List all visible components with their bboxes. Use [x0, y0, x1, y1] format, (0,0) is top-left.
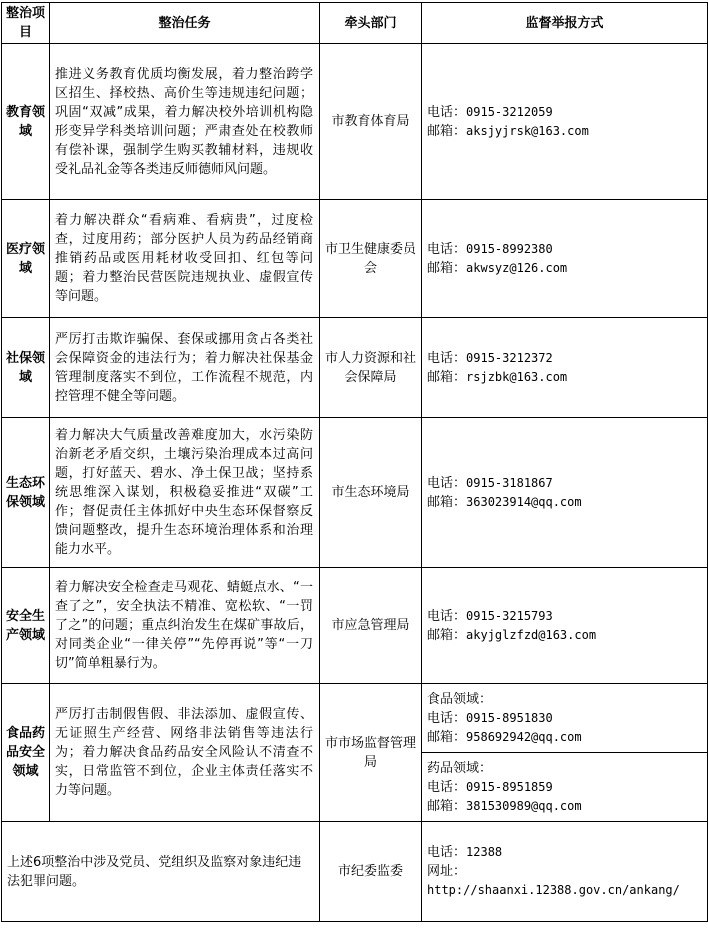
row-contact: 电话：0915-8992380 邮箱：akwsyz@126.com — [422, 200, 708, 318]
row-contact: 电话：12388 网址： http://shaanxi.12388.gov.cn/ankang/ — [422, 822, 708, 922]
row-item: 食品药品安全领域 — [2, 684, 50, 822]
row-dept: 市卫生健康委员会 — [320, 200, 422, 318]
row-dept: 市纪委监委 — [320, 822, 422, 922]
row-contact: 电话：0915-3212059 邮箱：aksjyjrsk@163.com — [422, 44, 708, 200]
row-task: 着力解决安全检查走马观花、蜻蜓点水、“一查了之”，安全执法不精准、宽松软、“一罚了之”的问题；重点纠治发生在煤矿事故后，对同类企业“一律关停”“先停再说”等“一刀切”简单粗暴行为。 — [50, 568, 320, 684]
row-task: 推进义务教育优质均衡发展，着力整治跨学区招生、择校热、高价生等违规违纪问题；巩固“双减”成果，着力解决校外培训机构隐形变异学科类培训问题；严肃查处在校教师有偿补课，强制学生购买教辅材料，违规收受礼品礼金等各类违反师德师风问题。 — [50, 44, 320, 200]
row-contact: 电话：0915-3181867 邮箱：363023914@qq.com — [422, 418, 708, 568]
drug-contact: 药品领域： 电话：0915-8951859 邮箱：381530989@qq.com — [422, 753, 708, 822]
row-dept: 市生态环境局 — [320, 418, 422, 568]
email-link[interactable]: 381530989@qq.com — [466, 798, 582, 813]
table-row — [2, 318, 708, 418]
row-task: 严厉打击欺诈骗保、套保或挪用贪占各类社会保障资金的违法行为；着力解决社保基金管理制度落实不到位，工作流程不规范，内控管理不健全等问题。 — [50, 318, 320, 418]
summary-task: 上述6项整治中涉及党员、党组织及监察对象违纪违法犯罪问题。 — [2, 822, 320, 922]
email-link[interactable]: akyjglzfzd@163.com — [466, 627, 597, 642]
email-link[interactable]: aksjyjrsk@163.com — [466, 123, 589, 138]
row-dept: 市市场监督管理局 — [320, 684, 422, 822]
email-link[interactable]: rsjzbk@163.com — [466, 369, 568, 384]
table-row — [2, 684, 708, 753]
header-row — [2, 3, 708, 44]
website-link[interactable]: http://shaanxi.12388.gov.cn/ankang/ — [427, 883, 680, 897]
row-task: 着力解决群众“看病难、看病贵”，过度检查，过度用药；部分医护人员为药品经销商推销药品或医用耗材收受回扣、红包等问题；着力整治民营医院违规执业、虚假宣传等问题。 — [50, 200, 320, 318]
header-dept: 牵头部门 — [320, 3, 422, 44]
row-contact: 电话：0915-3215793 邮箱：akyjglzfzd@163.com — [422, 568, 708, 684]
header-task: 整治任务 — [50, 3, 320, 44]
row-item: 教育领域 — [2, 44, 50, 200]
row-item: 医疗领域 — [2, 200, 50, 318]
row-task: 着力解决大气质量改善难度加大，水污染防治新老矛盾交织，土壤污染治理成本过高问题，打好蓝天、碧水、净土保卫战；坚持系统思维深入谋划，积极稳妥推进“双碳”工作；督促责任主体抓好中央生态环保督察反馈问题整改，提升生态环境治理体系和治理能力水平。 — [50, 418, 320, 568]
email-link[interactable]: 363023914@qq.com — [466, 494, 582, 509]
row-dept: 市人力资源和社会保障局 — [320, 318, 422, 418]
table-row — [2, 418, 708, 568]
row-task: 严厉打击制假售假、非法添加、虚假宣传、无证照生产经营、网络非法销售等违法行为；着力解决食品药品安全风险认不清查不实，日常监管不到位，企业主体责任落实不力等问题。 — [50, 684, 320, 822]
row-dept: 市教育体育局 — [320, 44, 422, 200]
table-row — [2, 200, 708, 318]
email-link[interactable]: akwsyz@126.com — [466, 260, 568, 275]
table-row — [2, 44, 708, 200]
food-contact: 食品领域： 电话：0915-8951830 邮箱：958692942@qq.com — [422, 684, 708, 753]
table-row — [2, 822, 708, 922]
header-item: 整治项目 — [2, 3, 50, 44]
row-dept: 市应急管理局 — [320, 568, 422, 684]
row-contact: 电话：0915-3212372 邮箱：rsjzbk@163.com — [422, 318, 708, 418]
supervision-table — [1, 2, 708, 922]
row-item: 安全生产领域 — [2, 568, 50, 684]
table-row — [2, 568, 708, 684]
row-item: 生态环保领域 — [2, 418, 50, 568]
header-contact: 监督举报方式 — [422, 3, 708, 44]
email-link[interactable]: 958692942@qq.com — [466, 729, 582, 744]
row-item: 社保领域 — [2, 318, 50, 418]
